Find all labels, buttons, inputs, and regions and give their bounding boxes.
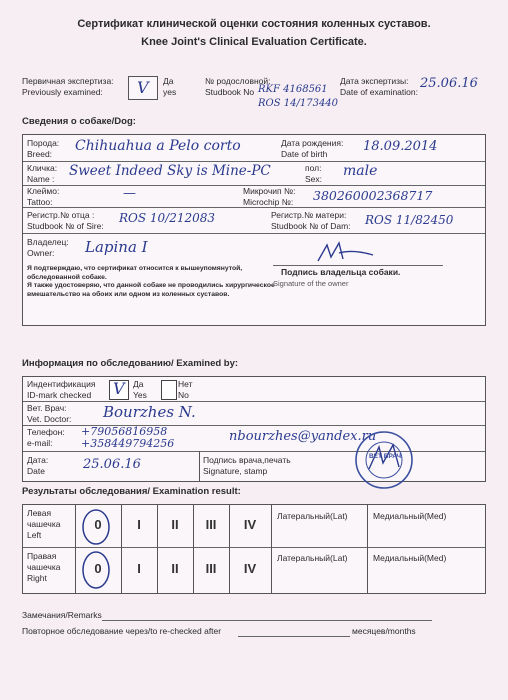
left-selected-circle xyxy=(79,507,113,547)
dob-label: Дата рождения: Date of birth xyxy=(281,138,344,159)
studbook-value-1: RKF 4168561 xyxy=(258,84,328,95)
right-lateral-label: Латеральный(Lat) xyxy=(277,553,348,563)
owner-signature-label-en: Signature of the owner xyxy=(273,279,349,288)
dam-value: ROS 11/82450 xyxy=(365,213,454,227)
title-en: Knee Joint's Clinical Evaluation Certificate. xyxy=(141,36,367,48)
right-medial-label: Медиальный(Med) xyxy=(373,553,447,563)
id-yes-label: Да Yes xyxy=(133,379,147,400)
right-grade-0[interactable]: 0 xyxy=(94,561,102,576)
exam-section-heading: Информация по обследованию/ Examined by: xyxy=(22,358,239,369)
prev-exam-label: Первичная экспертиза: Previously examined: xyxy=(22,76,114,97)
right-grade-3[interactable]: III xyxy=(205,561,217,576)
recheck-label: Повторное обследование через/to re-checked after xyxy=(22,626,222,636)
owner-confirmation: Я подтверждаю, что сертификат относится к вышеупомянутой, обследованной собаке. Я также удостоверяю, что данной собаке не проводились хирургическое вмешательство на обоих или одном из коленных суставов. xyxy=(27,265,275,298)
title-ru: Сертификат клинической оценки состояния коленных суставов. xyxy=(77,18,431,30)
tattoo-value: — xyxy=(123,186,136,201)
studbook-label: № родословной: Studbook No xyxy=(205,76,271,97)
id-no-label: Нет No xyxy=(178,379,193,400)
sire-value: ROS 10/212083 xyxy=(119,211,216,225)
remarks-label: Замечания/Remarks xyxy=(22,610,102,620)
email-value: nbourzhes@yandex.ru xyxy=(229,429,377,444)
breed-value: Chihuahua a Pelo corto xyxy=(75,138,241,154)
dam-label: Регистр.№ матери: Studbook № of Dam: xyxy=(271,210,351,231)
vet-value: Bourzhes N. xyxy=(103,403,196,421)
breed-label: Порода: Breed: xyxy=(27,138,60,159)
prev-exam-checkbox[interactable] xyxy=(128,76,158,100)
grade-column-divider-6 xyxy=(271,505,272,593)
owner-value: Lapina I xyxy=(85,238,148,256)
exam-date-row-label: Дата: Date xyxy=(27,455,49,476)
dog-info-box xyxy=(22,134,486,326)
tattoo-label: Клеймо: Tattoo: xyxy=(27,186,60,207)
name-label: Кличка: Name : xyxy=(27,163,58,184)
recheck-months-line[interactable] xyxy=(238,636,350,637)
id-yes-checkbox[interactable] xyxy=(109,380,129,400)
grade-column-divider-7 xyxy=(367,505,368,593)
exam-date-value: 25.06.16 xyxy=(420,76,478,91)
exam-info-box xyxy=(22,376,486,482)
prev-exam-yes: Да yes xyxy=(163,76,177,97)
sex-value: male xyxy=(343,163,378,179)
chip-value: 380260002368717 xyxy=(313,188,433,203)
dob-value: 18.09.2014 xyxy=(363,139,438,154)
id-no-checkbox[interactable] xyxy=(161,380,177,400)
left-grade-4[interactable]: IV xyxy=(243,517,257,532)
sire-label: Регистр.№ отца : Studbook № of Sire: xyxy=(27,210,104,231)
left-grade-2[interactable]: II xyxy=(171,517,179,532)
vet-label: Вет. Врач: Vet. Doctor: xyxy=(27,403,72,424)
right-grade-1[interactable]: I xyxy=(137,561,141,576)
vet-stamp-text: ВЕТ ВРАЧ xyxy=(368,453,402,460)
left-grade-1[interactable]: I xyxy=(137,517,141,532)
results-heading: Результаты обследования/ Examination result: xyxy=(22,486,241,497)
vet-row xyxy=(23,401,485,426)
id-yes-mark: V xyxy=(113,379,125,398)
left-medial-label: Медиальный(Med) xyxy=(373,511,447,521)
name-value: Sweet Indeed Sky is Mine-PC xyxy=(69,163,271,179)
result-row-left-label: Левая чашечка Left xyxy=(27,508,61,540)
vet-signature-label: Подпись врача,печать Signature, stamp xyxy=(203,455,291,476)
dog-section-heading: Сведения о собаке/Dog: xyxy=(22,116,136,127)
id-label: Индентификация ID-mark checked xyxy=(27,379,96,400)
right-grade-2[interactable]: II xyxy=(171,561,179,576)
studbook-value-2: ROS 14/173440 xyxy=(258,98,339,109)
left-grade-0[interactable]: 0 xyxy=(94,517,102,532)
results-table xyxy=(22,504,486,594)
vet-stamp-icon xyxy=(353,429,415,491)
left-grade-3[interactable]: III xyxy=(205,517,217,532)
owner-signature-label-ru: Подпись владельца собаки. xyxy=(281,267,401,277)
right-grade-4[interactable]: IV xyxy=(243,561,257,576)
owner-signature-mark xyxy=(313,239,383,267)
phone-value-2: +358449794256 xyxy=(81,437,175,450)
contact-label: Телефон: e-mail: xyxy=(27,427,65,448)
exam-date-row-value: 25.06.16 xyxy=(83,457,141,472)
owner-label: Владелец: Owner: xyxy=(27,237,69,258)
phone-value-1: +79056816958 xyxy=(81,425,168,438)
owner-signature-line xyxy=(273,265,443,266)
left-lateral-label: Латеральный(Lat) xyxy=(277,511,348,521)
chip-label: Микрочип №: Microchip №: xyxy=(243,186,296,207)
prev-exam-mark: V xyxy=(137,78,149,97)
exam-date-divider xyxy=(199,451,200,481)
sex-label: пол: Sex: xyxy=(305,163,323,184)
result-row-right-label: Правая чашечка Right xyxy=(27,551,61,583)
remarks-line[interactable] xyxy=(102,620,432,621)
exam-date-label: Дата экспертизы: Date of examination: xyxy=(340,76,418,97)
right-selected-circle xyxy=(79,549,113,591)
recheck-months-label: месяцев/months xyxy=(352,626,416,636)
